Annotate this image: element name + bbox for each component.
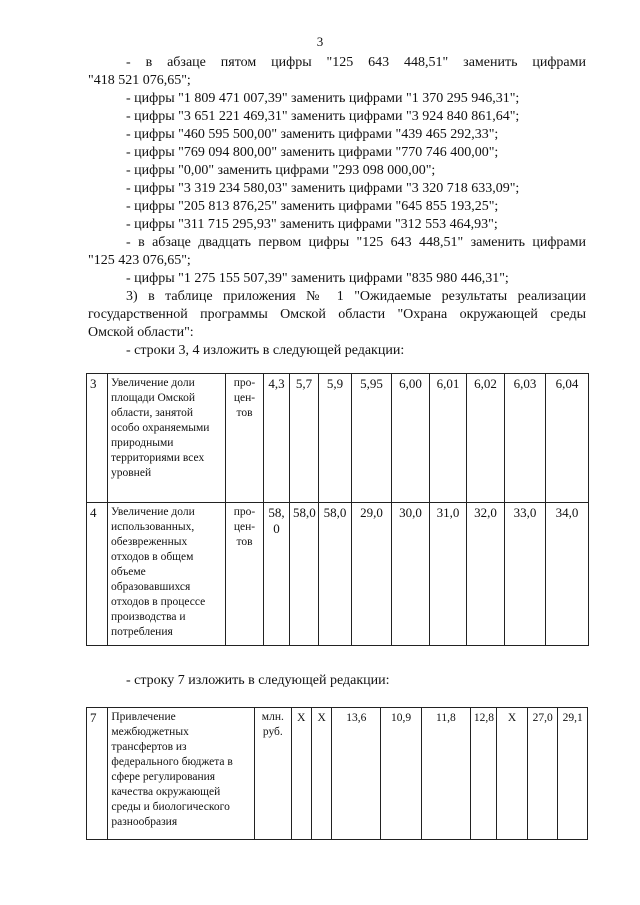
text-line: - в абзаце пятом цифры "125 643 448,51" заменить цифрами <box>126 55 586 70</box>
value-cell: X <box>497 708 528 840</box>
value-cell: 29,0 <box>352 503 392 646</box>
value-cell: 30,0 <box>392 503 430 646</box>
value-cell: 5,7 <box>290 374 319 503</box>
value-cell: 29,1 <box>558 708 588 840</box>
row-number: 3 <box>87 374 108 503</box>
value-cell: 34,0 <box>546 503 589 646</box>
value-cell: 6,02 <box>467 374 505 503</box>
value-cell: 27,0 <box>527 708 558 840</box>
value-cell: 13,6 <box>332 708 381 840</box>
page-number: 3 <box>316 34 324 49</box>
text-line: - строки 3, 4 изложить в следующей редакции: <box>126 343 405 358</box>
indicator-name: Увеличение доли площади Омской области, занятой особо охраняемыми природными территориями всех уровней <box>108 374 226 503</box>
text-line: - цифры "205 813 876,25" заменить цифрами "645 855 193,25"; <box>126 199 499 214</box>
indicator-name: Привлечение межбюджетных трансфертов из федерального бюджета в сфере регулирования качества окружающей среды и биологического разнообразия <box>108 708 255 840</box>
text-line: 3) в таблице приложения № 1 "Ожидаемые результаты реализации <box>126 289 586 304</box>
value-cell: 4,3 <box>264 374 290 503</box>
value-cell: 12,8 <box>470 708 496 840</box>
subheading-row-7: - строку 7 изложить в следующей редакции: <box>126 673 390 688</box>
text-line: - цифры "3 319 234 580,03" заменить цифрами "3 320 718 633,09"; <box>126 181 520 196</box>
text-line: - цифры "1 809 471 007,39" заменить цифрами "1 370 295 946,31"; <box>126 91 520 106</box>
value-cell: 32,0 <box>467 503 505 646</box>
row-number: 4 <box>87 503 108 646</box>
value-cell: 31,0 <box>430 503 467 646</box>
value-cell: 6,03 <box>505 374 546 503</box>
value-cell: 6,04 <box>546 374 589 503</box>
table-row <box>87 708 588 840</box>
value-cell: 33,0 <box>505 503 546 646</box>
value-cell: 11,8 <box>421 708 470 840</box>
indicators-table-row-7 <box>86 707 588 840</box>
value-cell: 6,01 <box>430 374 467 503</box>
unit-cell: про-цен-тов <box>226 503 264 646</box>
text-line: - цифры "460 595 500,00" заменить цифрами "439 465 292,33"; <box>126 127 499 142</box>
amendment-text <box>88 54 586 360</box>
text-line: Омской области": <box>88 325 194 340</box>
value-cell: X <box>291 708 311 840</box>
indicator-name: Увеличение доли использованных, обезвреженных отходов в общем объеме образовавшихся отходов в процессе производства и потребления <box>108 503 226 646</box>
text-line: - цифры "311 715 295,93" заменить цифрами "312 553 464,93"; <box>126 217 498 232</box>
value-cell: X <box>312 708 332 840</box>
indicators-table-rows-3-4 <box>86 373 589 646</box>
table-row <box>87 374 589 503</box>
text-line: - цифры "0,00" заменить цифрами "293 098 000,00"; <box>126 163 436 178</box>
value-cell: 58,0 <box>319 503 352 646</box>
text-line: - в абзаце двадцать первом цифры "125 643 448,51" заменить цифрами <box>126 235 586 250</box>
text-line: "125 423 076,65"; <box>88 253 191 268</box>
text-line: государственной программы Омской области "Охрана окружающей среды <box>88 307 586 322</box>
value-cell: 6,00 <box>392 374 430 503</box>
value-cell: 5,95 <box>352 374 392 503</box>
value-cell: 58,0 <box>290 503 319 646</box>
unit-cell: млн. руб. <box>255 708 292 840</box>
table-row <box>87 503 589 646</box>
value-cell: 58,0 <box>264 503 290 646</box>
text-line: - цифры "1 275 155 507,39" заменить цифрами "835 980 446,31"; <box>126 271 509 286</box>
text-line: "418 521 076,65"; <box>88 73 191 88</box>
text-line: - цифры "3 651 221 469,31" заменить цифрами "3 924 840 861,64"; <box>126 109 520 124</box>
unit-cell: про-цен-тов <box>226 374 264 503</box>
value-cell: 10,9 <box>381 708 422 840</box>
row-number: 7 <box>87 708 108 840</box>
text-line: - цифры "769 094 800,00" заменить цифрами "770 746 400,00"; <box>126 145 499 160</box>
value-cell: 5,9 <box>319 374 352 503</box>
